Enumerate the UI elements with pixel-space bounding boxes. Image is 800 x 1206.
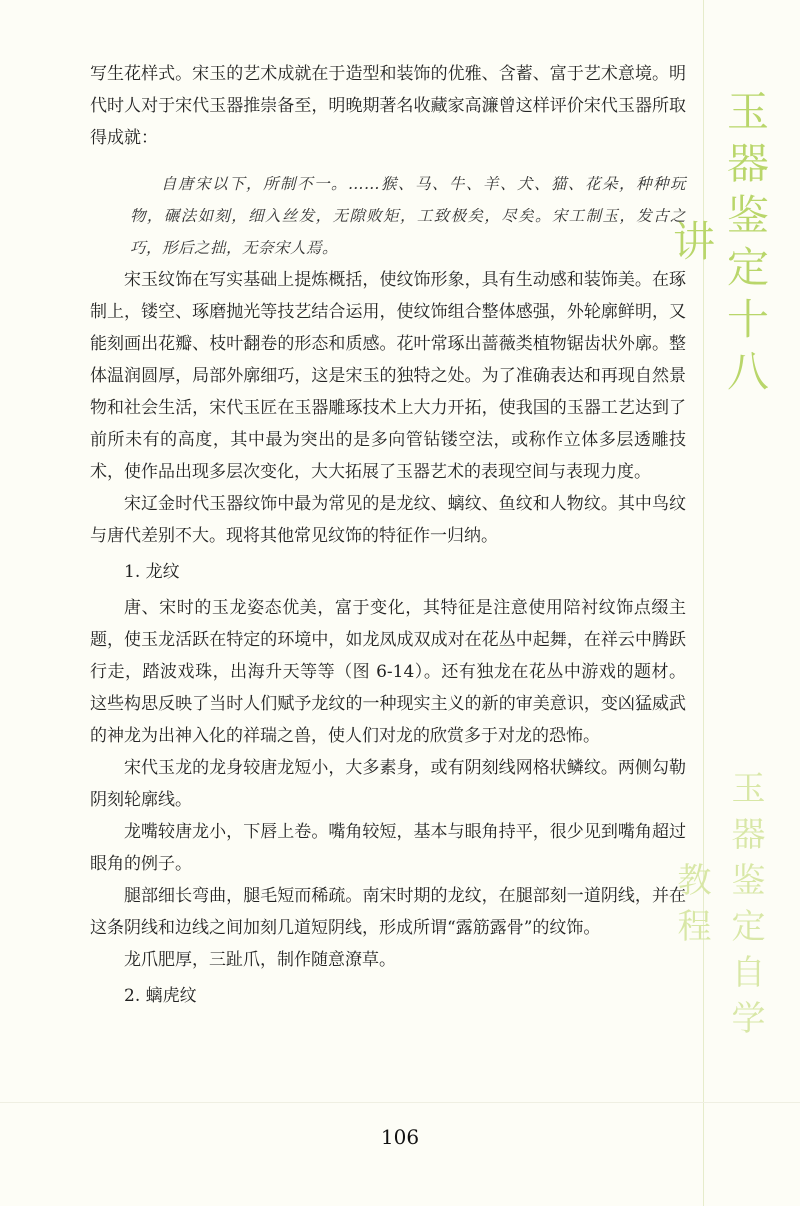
footer-divider	[0, 1102, 800, 1103]
block-quote: 自唐宋以下，所制不一。……猴、马、牛、羊、犬、猫、花朵，种种玩物，碾法如刻，细入丝发，无隙败矩，工致极矣，尽矣。宋工制玉，发古之巧，形后之拙，无奈宋人焉。	[130, 175, 686, 257]
paragraph-common-motifs: 宋辽金时代玉器纹饰中最为常见的是龙纹、螭纹、鱼纹和人物纹。其中鸟纹与唐代差别不大。现将其他常见纹饰的特征作一归纳。	[90, 494, 686, 546]
series-title-vertical: 玉器鉴定自学教程	[671, 770, 765, 1046]
paragraph-dragon-claws: 龙爪肥厚，三趾爪，制作随意潦草。	[124, 950, 396, 970]
page-number: 106	[380, 1125, 420, 1149]
paragraph-dragon-legs: 腿部细长弯曲，腿毛短而稀疏。南宋时期的龙纹，在腿部刻一道阴线，并在这条阴线和边线之间加刻几道短阴线，形成所谓“露筋露骨”的纹饰。	[90, 886, 686, 938]
paragraph-intro: 写生花样式。宋玉的艺术成就在于造型和装饰的优雅、含蓄、富于艺术意境。明代时人对于宋代玉器推崇备至，明晚期著名收藏家高濂曾这样评价宋代玉器所取得成就：	[90, 64, 686, 148]
paragraph-dragon-body: 宋代玉龙的龙身较唐龙短小，大多素身，或有阴刻线网格状鳞纹。两侧勾勒阴刻轮廓线。	[90, 758, 686, 810]
section-heading-dragon: 1. 龙纹	[124, 562, 180, 582]
paragraph-dragon-posture: 唐、宋时的玉龙姿态优美，富于变化，其特征是注意使用陪衬纹饰点缀主题，使玉龙活跃在特定的环境中，如龙凤成双成对在花丛中起舞，在祥云中腾跃行走，踏波戏珠，出海升天等等（图 6-14）。还有独龙在花丛中游戏的题材。这些构思反映了当时人们赋予龙纹的一种现实主义的新的审美意识，变凶猛威武的神龙为出神入化的祥瑞之兽，使人们对龙的欣赏多于对龙的恐怖。	[90, 598, 686, 746]
paragraph-song-jade-decoration: 宋玉纹饰在写实基础上提炼概括，使纹饰形象，具有生动感和装饰美。在琢制上，镂空、琢磨抛光等技艺结合运用，使纹饰组合整体感强，外轮廓鲜明，又能刻画出花瓣、枝叶翻卷的形态和质感。花叶常琢出蔷薇类植物锯齿状外廓。整体温润圆厚，局部外廓细巧，这是宋玉的独特之处。为了准确表达和再现自然景物和社会生活，宋代玉匠在玉器雕琢技术上大力开拓，使我国的玉器工艺达到了前所未有的高度，其中最为突出的是多向管钻镂空法，或称作立体多层透雕技术，使作品出现多层次变化，大大拓展了玉器艺术的表现空间与表现力度。	[90, 270, 686, 482]
book-title-vertical: 玉器鉴定十八讲	[667, 89, 770, 401]
page-body	[90, 58, 686, 1016]
section-heading-chi-tiger: 2. 螭虎纹	[124, 986, 197, 1006]
sidebar-divider	[703, 0, 704, 1206]
paragraph-dragon-mouth: 龙嘴较唐龙小，下唇上卷。嘴角较短，基本与眼角持平，很少见到嘴角超过眼角的例子。	[90, 822, 686, 874]
